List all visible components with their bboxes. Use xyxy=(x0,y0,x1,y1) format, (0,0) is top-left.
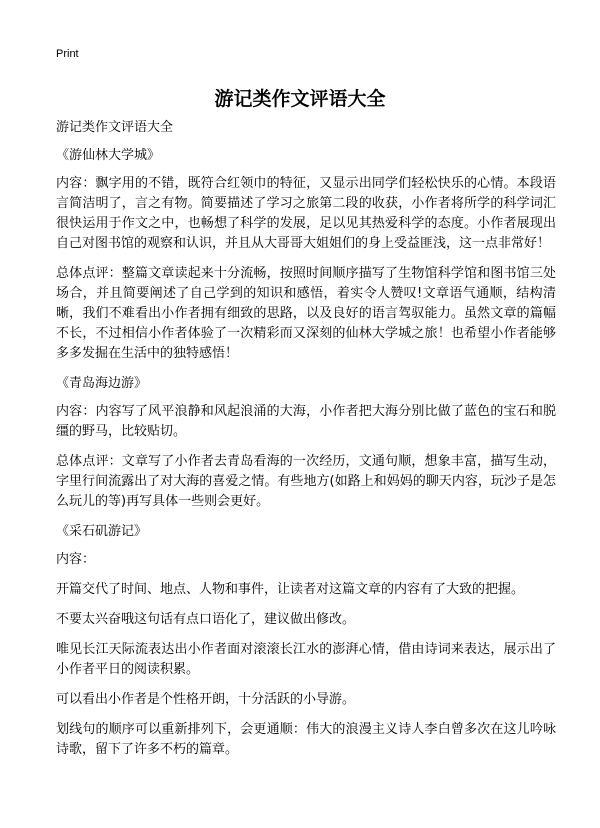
paragraph-comment-4: 可以看出小作者是个性格开朗，十分活跃的小导游。 xyxy=(56,692,356,707)
article-body xyxy=(56,118,556,770)
paragraph-content-qingdao: 内容：内容写了风平浪静和风起浪涌的大海，小作者把大海分别比做了蓝色的宝石和脱缰的野马，比较贴切。 xyxy=(56,404,556,439)
paragraph-comment-3: 唯见长江天际流表达出小作者面对滚滚长江水的澎湃心情，借由诗词来表达，展示出了小作者平日的阅读积累。 xyxy=(56,642,556,677)
print-link[interactable]: Print xyxy=(56,48,79,60)
section-heading-xianlin: 《游仙林大学城》 xyxy=(56,148,161,163)
page-title: 游记类作文评语大全 xyxy=(214,88,386,110)
paragraph-content-label: 内容： xyxy=(56,552,96,567)
paragraph-comment-1: 开篇交代了时间、地点、人物和事件，让读者对这篇文章的内容有了大致的把握。 xyxy=(56,582,525,597)
paragraph-comment-5: 划线句的顺序可以重新排列下，会更通顺：伟大的浪漫主义诗人李白曾多次在这儿吟咏诗歌，留下了许多不朽的篇章。 xyxy=(56,722,556,757)
section-heading-caishiji: 《采石矶游记》 xyxy=(56,524,148,539)
paragraph-summary-xianlin: 总体点评：整篇文章读起来十分流畅，按照时间顺序描写了生物馆科学馆和图书馆三处场合，并且简要阐述了自己学到的知识和感悟，着实令人赞叹!文章语气通顺，结构清晰，我们不难看出小作者拥有细致的思路，以及良好的语言驾驭能力。虽然文章的篇幅不长，不过相信小作者体验了一次精彩而又深刻的仙林大学城之旅！也希望小作者能够多多发掘在生活中的独特感悟！ xyxy=(56,266,556,361)
section-heading-qingdao: 《青岛海边游》 xyxy=(56,376,148,391)
paragraph-comment-2: 不要太兴奋哦这句话有点口语化了，建议做出修改。 xyxy=(56,612,356,627)
paragraph-summary-qingdao: 总体点评：文章写了小作者去青岛看海的一次经历，文通句顺，想象丰富，描写生动，字里行间流露出了对大海的喜爱之情。有些地方(如路上和妈妈的聊天内容，玩沙子是怎么玩儿的等)再写具体一些则会更好。 xyxy=(56,454,556,509)
paragraph-content-xianlin: 内容：飘字用的不错，既符合红领巾的特征，又显示出同学们轻松快乐的心情。本段语言简洁明了，言之有物。简要描述了学习之旅第二段的收获，小作者将所学的科学词汇很快运用于作文之中，也畅想了科学的发展，足以见其热爱科学的态度。小作者展现出自己对图书馆的观察和认识，并且从大哥哥大姐姐们的身上受益匪浅，这一点非常好！ xyxy=(56,176,556,251)
document-subtitle: 游记类作文评语大全 xyxy=(56,120,174,135)
